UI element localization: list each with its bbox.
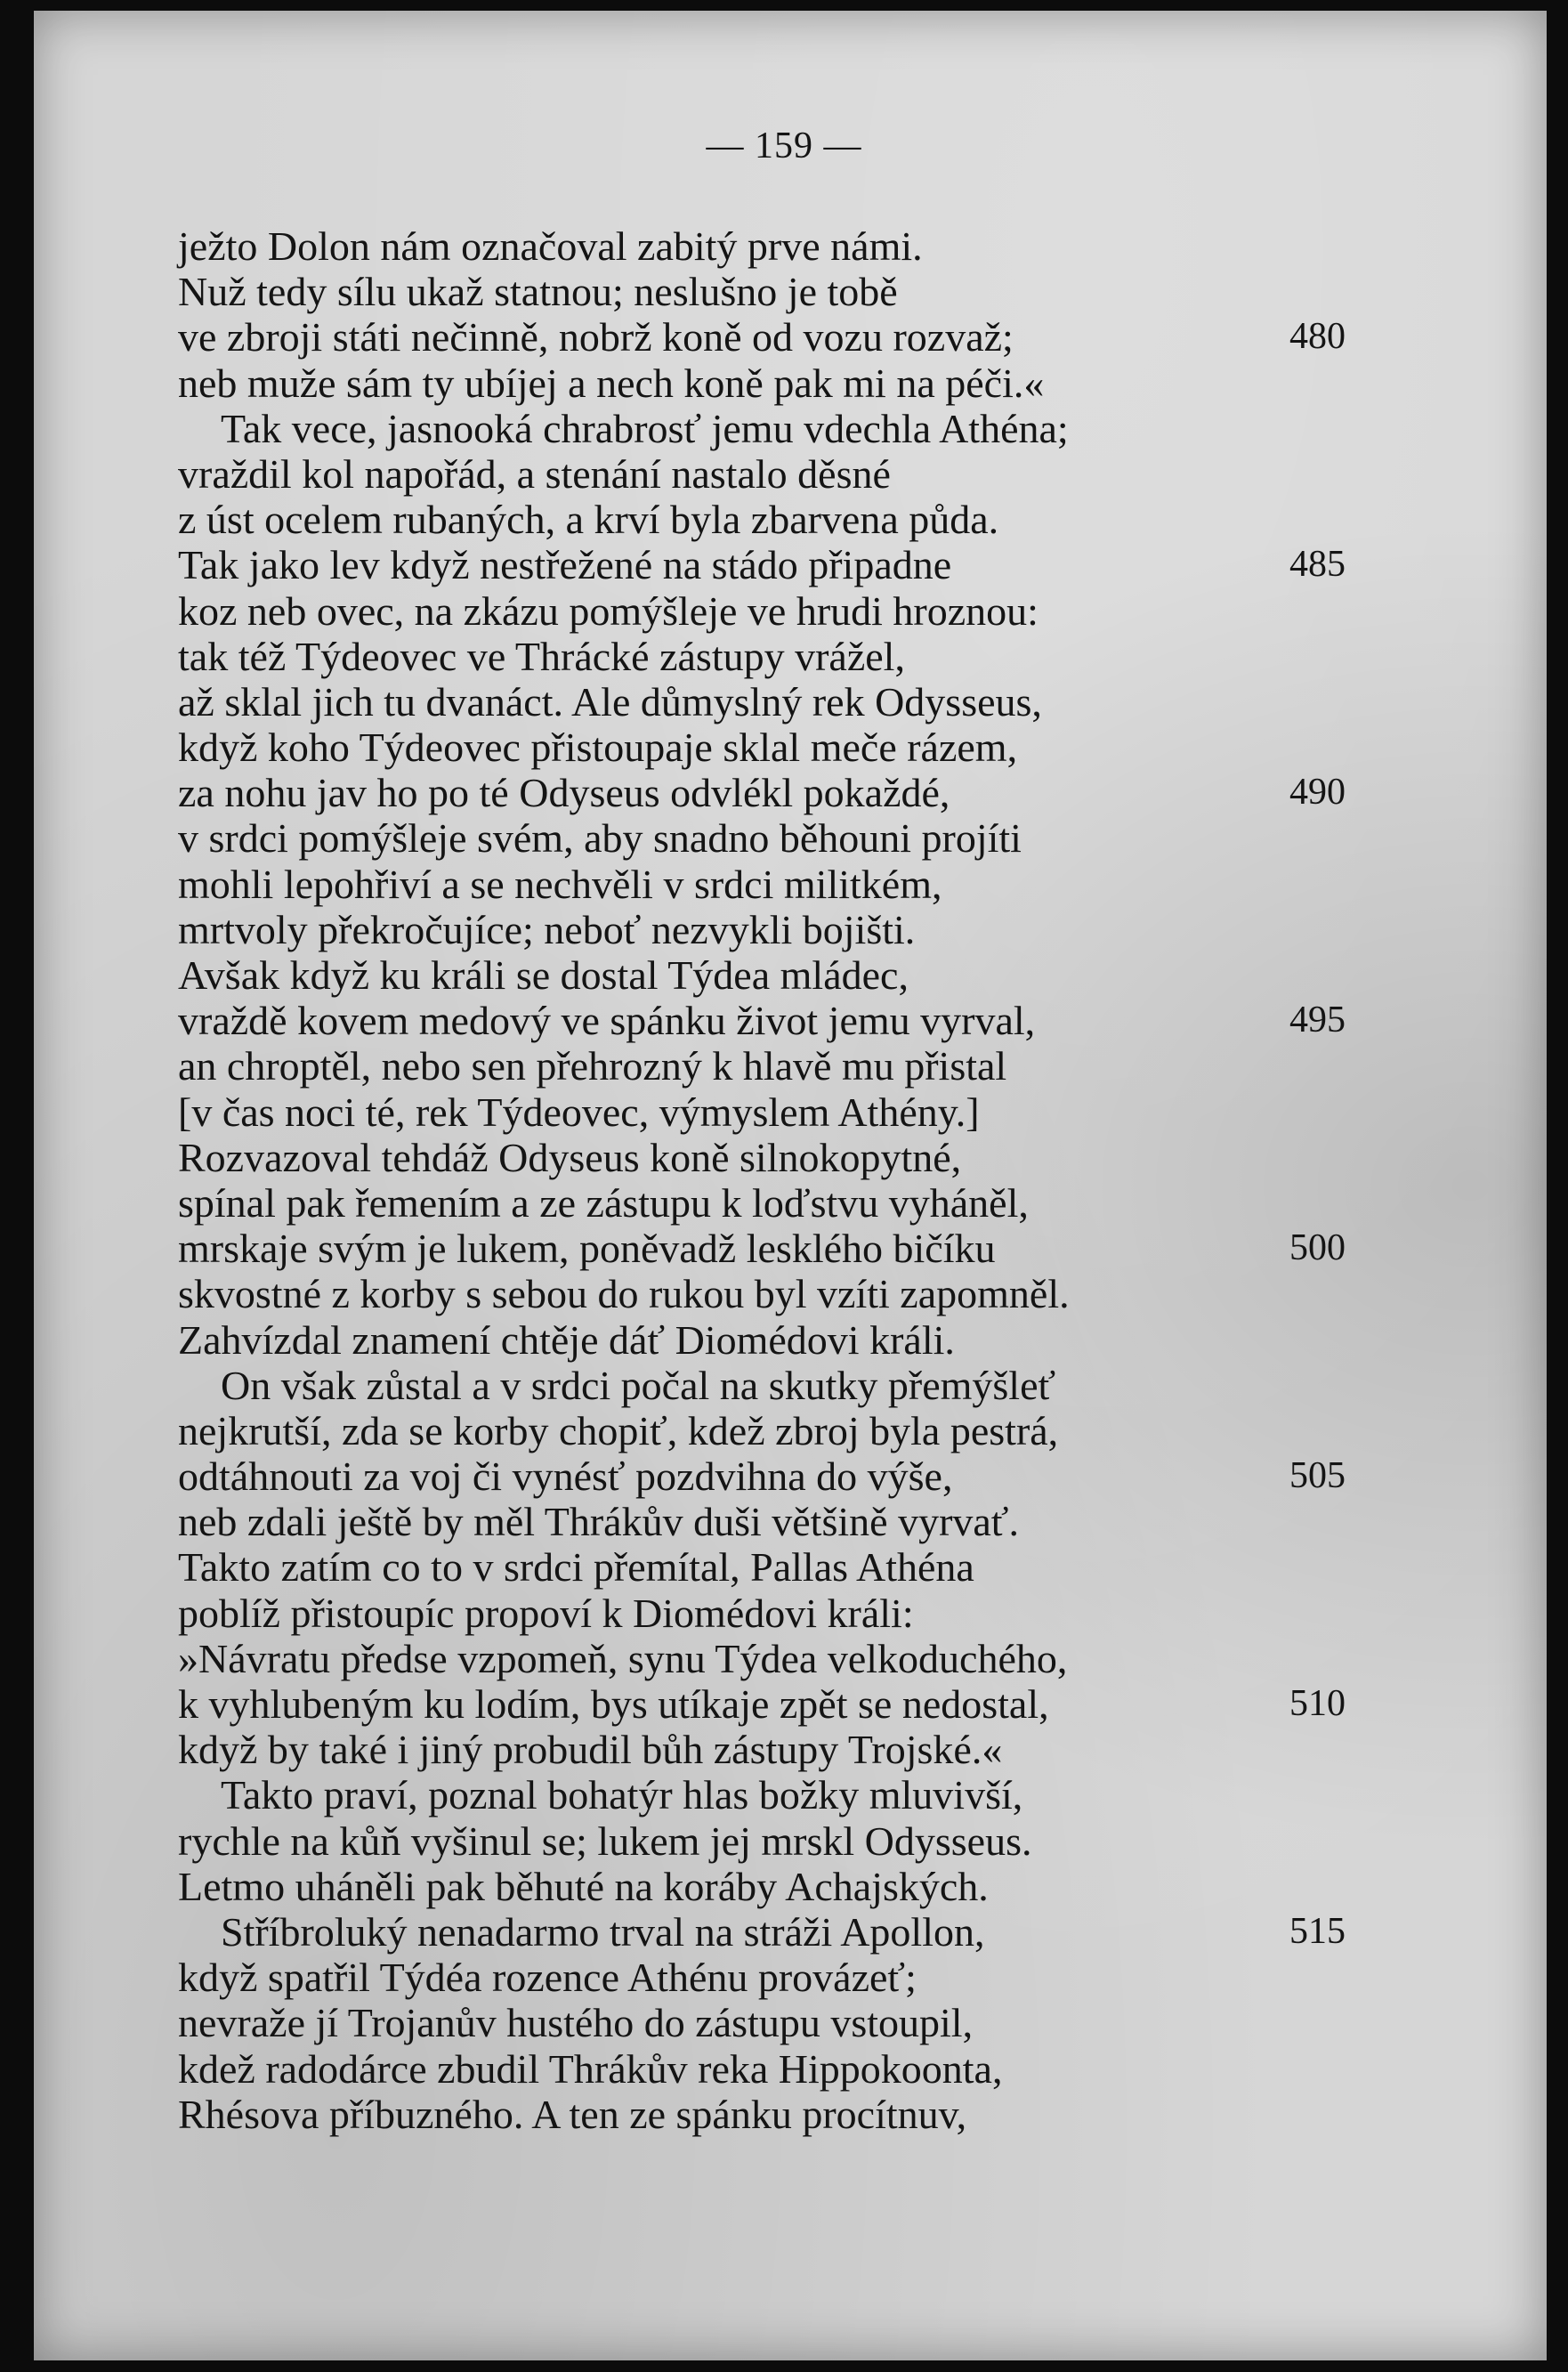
page-number: — 159 — <box>706 125 862 166</box>
verse-line <box>0 1909 1568 1955</box>
verse-text: mrskaje svým je lukem, poněvadž lesklého bičíku <box>178 1226 996 1272</box>
verse-line <box>0 815 1568 861</box>
verse-line <box>0 725 1568 770</box>
line-number: 485 <box>1289 544 1346 586</box>
line-number: 480 <box>1289 316 1346 358</box>
verse-line <box>0 1864 1568 1909</box>
verse-line <box>0 1681 1568 1727</box>
line-number: 505 <box>1289 1455 1346 1497</box>
verse-text: Letmo uháněli pak běhuté na koráby Achajských. <box>178 1863 989 1909</box>
verse-text: poblíž přistoupíc propoví k Diomédovi králi: <box>178 1590 914 1636</box>
verse-text: an chroptěl, nebo sen přehrozný k hlavě mu přistal <box>178 1043 1007 1089</box>
verse-line <box>0 1636 1568 1681</box>
verse-line <box>0 1544 1568 1590</box>
verse-line <box>0 223 1568 269</box>
verse-line <box>0 998 1568 1043</box>
verse-line <box>0 862 1568 907</box>
verse-line <box>0 406 1568 451</box>
verse-text: mrtvoly překročujíce; neboť nezvykli bojišti. <box>178 906 916 952</box>
verse-line <box>0 1043 1568 1089</box>
verse-line <box>0 1499 1568 1544</box>
verse-text: když spatřil Týdéa rozence Athénu provázeť; <box>178 1955 917 2001</box>
verse-text: Rozvazoval tehdáž Odyseus koně silnokopytné, <box>178 1134 962 1180</box>
verse-line <box>0 1818 1568 1864</box>
verse-line <box>0 2046 1568 2092</box>
line-number: 510 <box>1289 1683 1346 1724</box>
verse-line <box>0 1453 1568 1499</box>
verse-text: neb zdali ještě by měl Thrákův duši většině vyrvať. <box>178 1499 1019 1545</box>
verse-text: »Návratu předse vzpomeň, synu Týdea velkoduchého, <box>178 1635 1068 1681</box>
verse-text: ve zbroji státi nečinně, nobrž koně od vozu rozvaž; <box>178 314 1014 360</box>
verse-line <box>0 1591 1568 1636</box>
verse-list <box>0 223 1568 2137</box>
verse-text: když koho Týdeovec přistoupaje sklal meče rázem, <box>178 725 1018 771</box>
line-number: 515 <box>1289 1910 1346 1952</box>
verse-text: rychle na kůň vyšinul se; lukem jej mrskl Odysseus. <box>178 1817 1032 1864</box>
verse-line <box>0 588 1568 634</box>
verse-line <box>0 2092 1568 2137</box>
verse-line <box>0 1772 1568 1817</box>
verse-text: nevraže jí Trojanův hustého do zástupu vstoupil, <box>178 2000 974 2046</box>
verse-text: Tak jako lev když nestřežené na stádo připadne <box>178 542 952 588</box>
verse-line <box>0 1317 1568 1363</box>
verse-line <box>0 1408 1568 1453</box>
verse-text: odtáhnouti za voj či vynésť pozdvihna do výše, <box>178 1453 953 1500</box>
verse-line <box>0 314 1568 360</box>
verse-line <box>0 1089 1568 1135</box>
verse-text: Nuž tedy sílu ukaž statnou; neslušno je tobě <box>178 269 898 315</box>
verse-line <box>0 1363 1568 1408</box>
verse-text: vraždě kovem medový ve spánku život jemu vyrval, <box>178 998 1036 1044</box>
verse-text: nejkrutší, zda se korby chopiť, kdež zbroj byla pestrá, <box>178 1407 1059 1453</box>
verse-line <box>0 770 1568 815</box>
verse-text: On však zůstal a v srdci počal na skutky přemýšleť <box>221 1362 1056 1408</box>
verse-text: neb muže sám ty ubíjej a nech koně pak mi na péči.« <box>178 360 1045 406</box>
verse-text: [v čas noci té, rek Týdeovec, výmyslem Athény.] <box>178 1089 980 1135</box>
verse-line <box>0 451 1568 497</box>
verse-line <box>0 2000 1568 2045</box>
verse-line <box>0 1271 1568 1316</box>
verse-text: Takto praví, poznal bohatýr hlas božky mluvivší, <box>221 1772 1023 1818</box>
verse-line <box>0 269 1568 314</box>
verse-line <box>0 952 1568 998</box>
verse-line <box>0 497 1568 542</box>
verse-text: kdež radodárce zbudil Thrákův reka Hippokoonta, <box>178 2045 1003 2092</box>
verse-line <box>0 1180 1568 1226</box>
verse-line <box>0 1135 1568 1180</box>
verse-text: koz neb ovec, na zkázu pomýšleje ve hrudi hroznou: <box>178 587 1039 634</box>
verse-text: mohli lepohřiví a se nechvěli v srdci militkém, <box>178 861 942 907</box>
verse-line <box>0 679 1568 725</box>
verse-text: spínal pak řemením a ze zástupu k loďstvu vyháněl, <box>178 1179 1029 1226</box>
verse-text: Takto zatím co to v srdci přemítal, Pallas Athéna <box>178 1544 974 1591</box>
verse-text: Zahvízdal znamení chtěje dáť Diomédovi králi. <box>178 1316 955 1363</box>
verse-line <box>0 1955 1568 2000</box>
verse-text: za nohu jav ho po té Odyseus odvlékl pokaždé, <box>178 770 950 816</box>
verse-line <box>0 634 1568 679</box>
verse-text: z úst ocelem rubaných, a krví byla zbarvena půda. <box>178 497 999 543</box>
verse-line <box>0 907 1568 952</box>
verse-text: Rhésova příbuzného. A ten ze spánku procítnuv, <box>178 2091 967 2137</box>
line-number: 495 <box>1289 1000 1346 1041</box>
verse-line <box>0 1226 1568 1271</box>
line-number: 500 <box>1289 1227 1346 1269</box>
verse-line <box>0 542 1568 587</box>
verse-text: až sklal jich tu dvanáct. Ale důmyslný rek Odysseus, <box>178 678 1042 725</box>
verse-line <box>0 360 1568 406</box>
verse-text: Tak vece, jasnooká chrabrosť jemu vdechla Athéna; <box>221 405 1069 451</box>
verse-text: skvostné z korby s sebou do rukou byl vzíti zapomněl. <box>178 1271 1070 1317</box>
verse-text: k vyhlubeným ku lodím, bys utíkaje zpět se nedostal, <box>178 1681 1049 1727</box>
verse-text: ježto Dolon nám označoval zabitý prve námi. <box>178 223 923 269</box>
verse-text: tak též Týdeovec ve Thrácké zástupy vrážel, <box>178 633 905 679</box>
line-number: 490 <box>1289 772 1346 814</box>
verse-line <box>0 1727 1568 1772</box>
verse-text: když by také i jiný probudil bůh zástupy Trojské.« <box>178 1727 1003 1773</box>
verse-text: Stříbroluký nenadarmo trval na stráži Apollon, <box>221 1908 985 1955</box>
verse-text: vraždil kol napořád, a stenání nastalo děsné <box>178 450 891 497</box>
verse-text: Avšak když ku králi se dostal Týdea mládec, <box>178 952 909 998</box>
verse-text: v srdci pomýšleje svém, aby snadno běhouni projíti <box>178 815 1022 862</box>
